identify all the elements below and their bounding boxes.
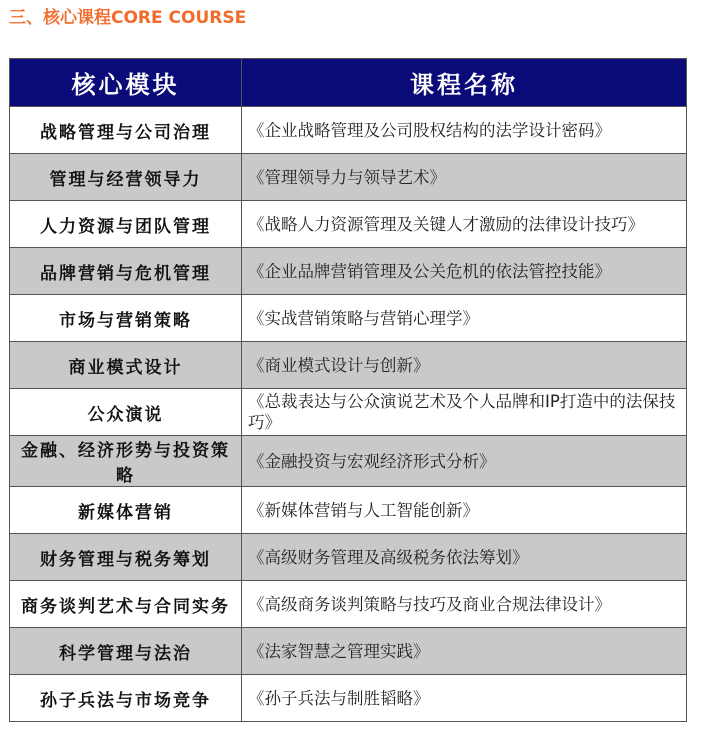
module-cell: 人力资源与团队管理 xyxy=(10,201,242,248)
course-cell: 《高级商务谈判策略与技巧及商业合规法律设计》 xyxy=(242,581,687,628)
course-cell: 《企业战略管理及公司股权结构的法学设计密码》 xyxy=(242,107,687,154)
module-cell: 管理与经营领导力 xyxy=(10,154,242,201)
module-cell: 品牌营销与危机管理 xyxy=(10,248,242,295)
table-row xyxy=(10,389,687,436)
module-cell: 孙子兵法与市场竞争 xyxy=(10,675,242,722)
table-row xyxy=(10,675,687,722)
section-title: 三、核心课程CORE COURSE xyxy=(9,8,247,28)
table-row xyxy=(10,201,687,248)
table-row xyxy=(10,295,687,342)
module-cell: 新媒体营销 xyxy=(10,487,242,534)
course-cell: 《高级财务管理及高级税务依法筹划》 xyxy=(242,534,687,581)
core-course-table xyxy=(9,58,687,722)
table-header xyxy=(10,59,687,107)
course-cell: 《商业模式设计与创新》 xyxy=(242,342,687,389)
course-cell: 《总裁表达与公众演说艺术及个人品牌和IP打造中的法保技巧》 xyxy=(242,389,687,436)
table-row xyxy=(10,534,687,581)
module-cell: 商务谈判艺术与合同实务 xyxy=(10,581,242,628)
header-module: 核心模块 xyxy=(10,59,242,107)
table-row xyxy=(10,628,687,675)
header-course: 课程名称 xyxy=(242,59,687,107)
course-cell: 《金融投资与宏观经济形式分析》 xyxy=(242,436,687,487)
table-row xyxy=(10,154,687,201)
module-cell: 金融、经济形势与投资策略 xyxy=(10,436,242,487)
course-cell: 《新媒体营销与人工智能创新》 xyxy=(242,487,687,534)
table-row xyxy=(10,107,687,154)
module-cell: 战略管理与公司治理 xyxy=(10,107,242,154)
course-cell: 《战略人力资源管理及关键人才激励的法律设计技巧》 xyxy=(242,201,687,248)
table-row xyxy=(10,342,687,389)
table-row xyxy=(10,248,687,295)
module-cell: 财务管理与税务筹划 xyxy=(10,534,242,581)
module-cell: 公众演说 xyxy=(10,389,242,436)
course-cell: 《管理领导力与领导艺术》 xyxy=(242,154,687,201)
module-cell: 科学管理与法治 xyxy=(10,628,242,675)
course-cell: 《孙子兵法与制胜韬略》 xyxy=(242,675,687,722)
course-cell: 《企业品牌营销管理及公关危机的依法管控技能》 xyxy=(242,248,687,295)
module-cell: 市场与营销策略 xyxy=(10,295,242,342)
course-cell: 《法家智慧之管理实践》 xyxy=(242,628,687,675)
table-row xyxy=(10,436,687,487)
table-row xyxy=(10,487,687,534)
table-row xyxy=(10,581,687,628)
course-cell: 《实战营销策略与营销心理学》 xyxy=(242,295,687,342)
module-cell: 商业模式设计 xyxy=(10,342,242,389)
